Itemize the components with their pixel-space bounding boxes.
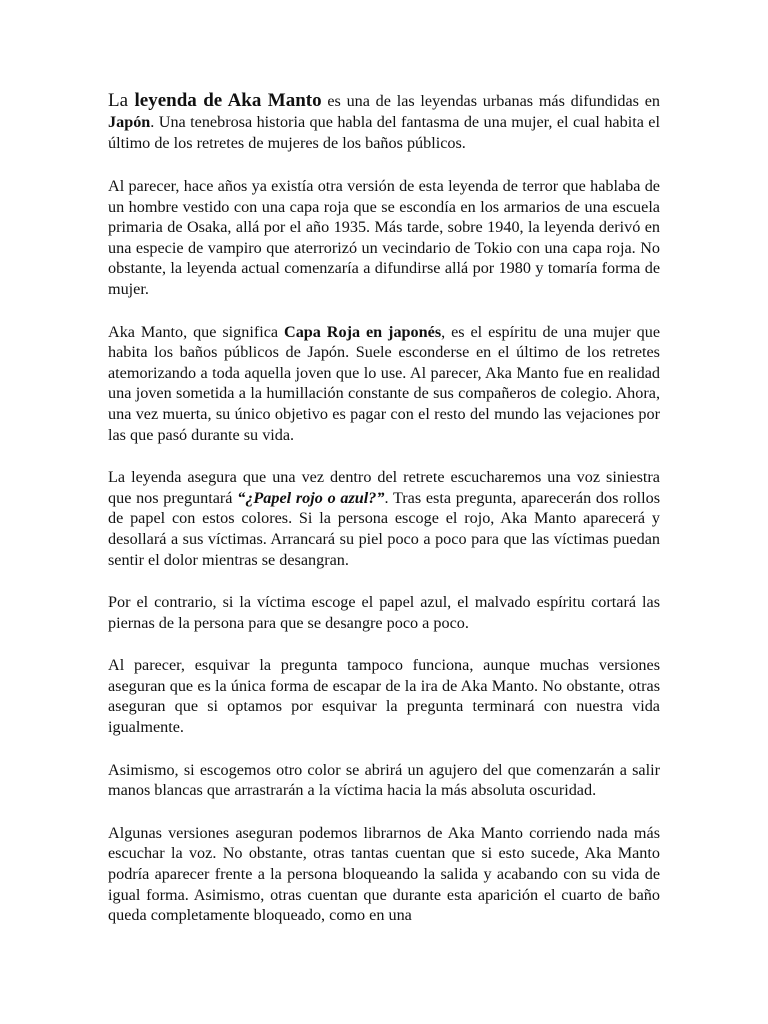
text-segment: Algunas versiones aseguran podemos librarnos de Aka Manto corriendo nada más escuchar la voz. No obstante, otras tantas cuentan que si esto sucede, Aka Manto podría aparecer frente a la persona bloqueando la salida y acabando con su vida de igual forma. Asimismo, otras cuentan que durante esta aparición el cuarto de baño queda completamente bloqueado, como en una (108, 823, 660, 925)
document-body (108, 90, 660, 948)
text-segment: , es el espíritu de una mujer que habita los baños públicos de Japón. Suele esconderse en el último de los retretes atemorizando a toda aquella joven que lo use. Al parecer, Aka Manto fue en realidad una joven sometida a la humillación constante de sus compañeros de colegio. Ahora, una vez muerta, su único objetivo es pagar con el resto del mundo las vejaciones por las que pasó durante su vida. (108, 322, 661, 444)
emphasis-leyenda-aka-manto: leyenda de Aka Manto (134, 90, 322, 111)
emphasis-japon: Japón (108, 113, 151, 131)
paragraph-intro (108, 90, 660, 154)
paragraph-blue-paper (108, 592, 660, 633)
text-segment: La leyenda asegura que una vez dentro del retrete escucharemos una voz siniestra que nos preguntará (108, 468, 660, 507)
paragraph-other-color (108, 760, 660, 801)
text-segment: Al parecer, hace años ya existía otra versión de esta leyenda de terror que hablaba de un hombre vestido con una capa roja que se escondía en los armarios de una escuela primaria de Osaka, allá por el año 1935. Más tarde, sobre 1940, la leyenda derivó en una especie de vampiro que aterrorizó un vecindario de Tokio con una capa roja. No obstante, la leyenda actual comenzaría a difundirse allá por 1980 y tomaría forma de mujer. (108, 177, 660, 298)
text-segment: Por el contrario, si la víctima escoge el papel azul, el malvado espíritu cortará las piernas de la persona para que se desangre poco a poco. (108, 593, 660, 632)
paragraph-question (108, 467, 660, 570)
paragraph-dodge (108, 655, 660, 737)
text-segment: La (108, 90, 135, 111)
paragraph-meaning (108, 322, 660, 446)
text-segment: Asimismo, si escogemos otro color se abrirá un agujero del que comenzarán a salir manos blancas que arrastrarán a la víctima hacia la más absoluta oscuridad. (108, 760, 660, 800)
text-segment: es una de las leyendas urbanas más difundidas en (321, 92, 660, 110)
text-segment: Aka Manto, que significa (108, 322, 285, 341)
paragraph-escape (108, 823, 660, 926)
emphasis-capa-roja: Capa Roja en japonés (284, 322, 442, 341)
emphasis-papel-rojo-o-azul: “¿Papel rojo o azul?” (237, 488, 385, 507)
text-segment: . Tras esta pregunta, aparecerán dos rollos de papel con estos colores. Si la persona escoge el rojo, Aka Manto aparecerá y desollará a sus víctimas. Arrancará su piel poco a poco para que las víctimas puedan sentir el dolor mientras se desangran. (108, 488, 660, 569)
paragraph-history (108, 176, 660, 300)
text-segment: Al parecer, esquivar la pregunta tampoco funciona, aunque muchas versiones aseguran que es la única forma de escapar de la ira de Aka Manto. No obstante, otras aseguran que si optamos por esquivar la pregunta terminará con nuestra vida igualmente. (108, 656, 660, 737)
text-segment: . Una tenebrosa historia que habla del fantasma de una mujer, el cual habita el último de los retretes de mujeres de los baños públicos. (108, 113, 660, 152)
